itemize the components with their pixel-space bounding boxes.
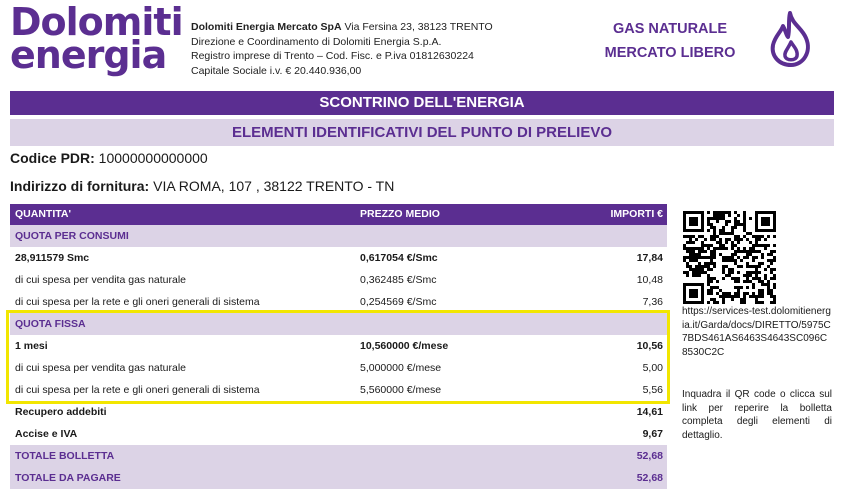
table-header <box>10 204 667 225</box>
cell-amount: 5,00 <box>642 362 663 374</box>
table-row <box>10 379 667 401</box>
header-amounts: IMPORTI € <box>610 208 663 220</box>
cell-description: di cui spesa per la rete e gli oneri generali di sistema <box>15 384 260 396</box>
cell-description: 28,911579 Smc <box>15 252 90 264</box>
cell-description: QUOTA PER CONSUMI <box>15 230 129 242</box>
flame-icon <box>766 10 816 68</box>
product-line-1: GAS NATURALE <box>612 21 728 37</box>
cell-amount: 17,84 <box>636 252 663 264</box>
company-line-4: Capitale Sociale i.v. € 20.440.936,00 <box>191 64 362 77</box>
header-quantity: QUANTITA' <box>15 208 71 220</box>
cell-description: Recupero addebiti <box>15 406 107 418</box>
product-line-2: MERCATO LIBERO <box>604 45 736 61</box>
cell-description: di cui spesa per vendita gas naturale <box>15 362 187 374</box>
company-line-3: Registro imprese di Trento – Cod. Fisc. e P.iva 01812630224 <box>191 50 474 62</box>
cell-avg-price: 0,617054 €/Smc <box>360 252 438 264</box>
section-row <box>10 225 667 247</box>
cell-amount: 5,56 <box>642 384 663 396</box>
cost-table <box>10 204 667 489</box>
cell-avg-price: 10,560000 €/mese <box>360 340 449 352</box>
table-row <box>10 291 667 313</box>
delivery-point-banner: ELEMENTI IDENTIFICATIVI DEL PUNTO DI PRELIEVO <box>10 119 834 146</box>
cell-description: di cui spesa per la rete e gli oneri generali di sistema <box>15 296 260 308</box>
company-address: Via Fersina 23, 38123 TRENTO <box>341 21 493 33</box>
cell-avg-price: 0,254569 €/Smc <box>360 296 437 308</box>
address-label: Indirizzo di fornitura: <box>10 178 150 194</box>
company-info <box>191 20 493 78</box>
cell-description: TOTALE BOLLETTA <box>15 450 115 462</box>
receipt-title-banner: SCONTRINO DELL'ENERGIA <box>10 91 834 115</box>
bill-detail-link[interactable]: https://services-test.dolomitienergia.it/Garda/docs/DIRETTO/5975C7BDS461AS6463S4643SC096C8530C2C <box>682 306 831 358</box>
pdr-label: Codice PDR: <box>10 150 95 166</box>
qr-code-icon[interactable] <box>683 211 776 304</box>
table-body <box>10 225 667 489</box>
cell-amount: 52,68 <box>636 450 663 462</box>
company-line-2: Direzione e Coordinamento di Dolomiti Energia S.p.A. <box>191 35 442 48</box>
header-avg-price: PREZZO MEDIO <box>360 208 440 220</box>
cell-amount: 9,67 <box>642 428 663 440</box>
section-row <box>10 313 667 335</box>
pdr-code <box>10 150 208 166</box>
cell-avg-price: 5,000000 €/mese <box>360 362 442 374</box>
address-value: VIA ROMA, 107 , 38122 TRENTO - TN <box>149 178 395 194</box>
cell-amount: 7,36 <box>642 296 663 308</box>
total-row <box>10 467 667 489</box>
table-row <box>10 269 667 291</box>
supply-address <box>10 178 394 194</box>
logo-line-1: Dolomiti <box>10 0 183 44</box>
cell-description: TOTALE DA PAGARE <box>15 472 121 484</box>
cell-amount: 10,48 <box>636 274 663 286</box>
cell-description: QUOTA FISSA <box>15 318 86 330</box>
cell-description: Accise e IVA <box>15 428 78 440</box>
table-row <box>10 335 667 357</box>
cell-amount: 52,68 <box>636 472 663 484</box>
table-row <box>10 423 667 445</box>
company-name: Dolomiti Energia Mercato SpA <box>191 21 342 33</box>
table-row <box>10 357 667 379</box>
table-row <box>10 401 667 423</box>
cell-description: 1 mesi <box>15 340 48 352</box>
cell-description: di cui spesa per vendita gas naturale <box>15 274 187 286</box>
qr-instructions: Inquadra il QR code o clicca sul link per reperire la bolletta completa degli elementi di dettaglio. <box>682 389 832 441</box>
pdr-value: 10000000000000 <box>94 150 208 166</box>
cell-amount: 10,56 <box>636 340 663 352</box>
table-row <box>10 247 667 269</box>
product-title <box>595 17 745 65</box>
total-row <box>10 445 667 467</box>
logo-line-2: energia <box>10 33 167 77</box>
cell-avg-price: 5,560000 €/mese <box>360 384 442 396</box>
cell-avg-price: 0,362485 €/Smc <box>360 274 437 286</box>
dolomiti-energia-logo <box>10 0 183 77</box>
cell-amount: 14,61 <box>636 406 663 418</box>
